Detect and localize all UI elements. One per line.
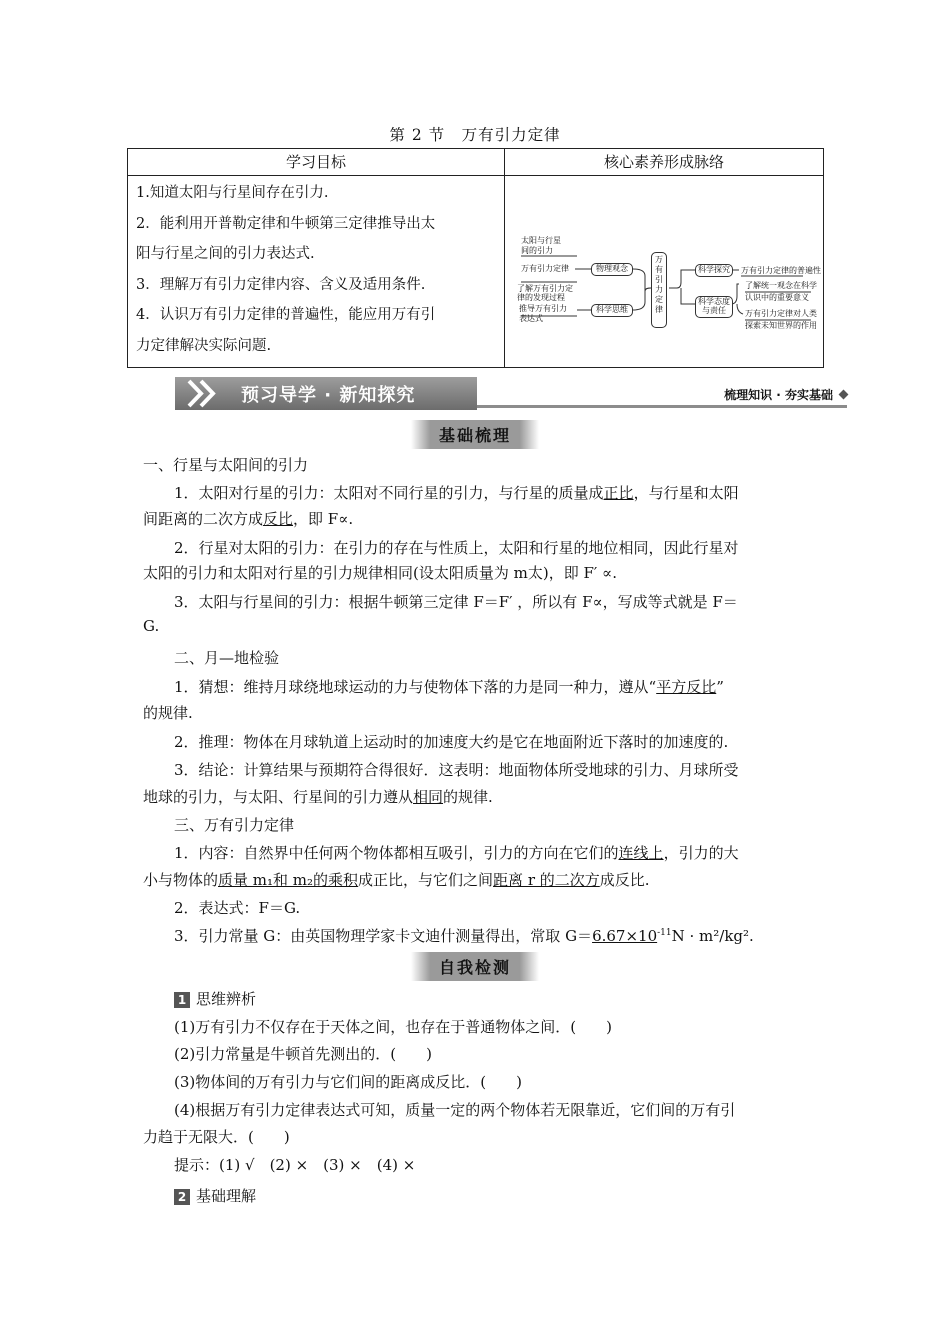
heading-line: 三、万有引力定律 [174, 816, 295, 834]
text-line: G. [143, 617, 160, 635]
goal-item: 力定律解决实际问题. [136, 337, 272, 354]
banner-rule [477, 405, 847, 408]
page-title: 第 2 节 万有引力定律 [389, 126, 561, 144]
text-line: 太阳的引力和太阳对行星的引力规律相同(设太阳质量为 m太)，即 F′ ∝. [143, 564, 617, 582]
section-banner [175, 377, 847, 410]
section-heading-basics [0, 420, 950, 449]
goal-item: 阳与行星之间的引力表达式. [136, 246, 315, 262]
diagram-left-text: 表达式 [519, 314, 543, 323]
text-line: 3．引力常量 G：由英国物理学家卡文迪什测量得出，常取 $G=6.67\times 10^{-11}N \cdot m^2/kg^2$. [174, 927, 754, 945]
question-line: (4)根据万有引力定律表达式可知，质量一定的两个物体若无限靠近，它们间的万有引 [174, 1101, 736, 1119]
heading-line: 二、月—地检验 [174, 649, 280, 667]
diagram-left-text: 太阳与行星 [521, 236, 561, 245]
section-heading-label: 自我检测 [411, 952, 539, 981]
text-line: 的规律. [143, 704, 193, 722]
goal-item: 1.知道太阳与行星间存在引力. [136, 185, 329, 201]
text-line: 小与物体的质量 m₁和 m₂的乘积成正比，与它们之间距离 r 的二次方成反比. [143, 871, 650, 889]
concept-box-attitude [695, 296, 733, 318]
text-line: 1．内容：自然界中任何两个物体都相互吸引，引力的方向在它们的连线上，引力的大 [174, 844, 739, 862]
text-line: 3．结论：计算结果与预期符合得很好．这表明：地面物体所受地球的引力、月球所受 [174, 761, 739, 779]
concept-diagram [505, 176, 823, 346]
concept-box-physics: 物理观念 [591, 263, 633, 276]
core-literacy-header: 核心素养形成脉络 [505, 149, 824, 176]
diagram-right-text: 认识中的重要意义 [745, 293, 809, 302]
concept-diagram-cell [505, 176, 824, 368]
heading-line: 一、行星与太阳间的引力 [143, 456, 309, 474]
number-badge: 1 [174, 992, 190, 1008]
text-line: 间距离的二次方成反比，即 F∝. [143, 510, 354, 528]
goal-header: 学习目标 [128, 149, 505, 176]
question-line: 力趋于无限大．( ) [143, 1128, 290, 1146]
concept-box-attitude-line: 与责任 [702, 306, 726, 315]
number-badge: 2 [174, 1189, 190, 1205]
diagram-left-text: 律的发现过程 [517, 293, 565, 302]
diamond-icon [839, 390, 849, 400]
goal-table [127, 148, 824, 368]
text-line: 3．太阳与行星间的引力：根据牛顿第三定律 F＝F′ ，所以有 F∝，写成等式就是 F＝ [174, 593, 738, 611]
banner-subtitle: 梳理知识 · 夯实基础 [724, 388, 833, 402]
question-line: (3)物体间的万有引力与它们间的距离成反比．( ) [174, 1073, 522, 1091]
question-line: (2)引力常量是牛顿首先测出的．( ) [174, 1045, 432, 1063]
section-heading-selfcheck [0, 952, 950, 981]
diagram-left-text: 了解万有引力定 [517, 284, 573, 293]
diagram-left-text: 推导万有引力 [519, 304, 567, 313]
goal-item: 2．能利用开普勒定律和牛顿第三定律推导出太 [136, 215, 436, 232]
chevron-icon [183, 377, 243, 410]
concept-box-attitude-line: 科学态度 [698, 297, 730, 306]
diagram-right-text: 探索未知世界的作用 [745, 321, 817, 330]
text-line: 2．行星对太阳的引力：在引力的存在与性质上，太阳和行星的地位相同，因此行星对 [174, 539, 739, 557]
banner-background [175, 377, 477, 410]
hint-line: 提示：(1) √ (2) × (3) × (4) × [174, 1156, 416, 1174]
text-line: 2．表达式：F＝G. [174, 899, 301, 917]
question-line: (1)万有引力不仅存在于天体之间，也存在于普通物体之间．( ) [174, 1018, 612, 1036]
text-line: 地球的引力，与太阳、行星间的引力遵从相同的规律. [143, 788, 493, 806]
text-line: 1．猜想：维持月球绕地球运动的力与使物体下落的力是同一种力，遵从“平方反比” [174, 678, 724, 696]
banner-title: 预习导学 · 新知探究 [241, 385, 416, 406]
text-line: 2．推理：物体在月球轨道上运动时的加速度大约是它在地面附近下落时的加速度的. [174, 733, 729, 751]
diagram-right-text: 万有引力定律对人类 [745, 309, 817, 318]
concept-box-inquiry: 科学探究 [695, 264, 733, 277]
diagram-right-text: 了解统一观念在科学 [745, 281, 817, 290]
subheading-line: 2 基础理解 [174, 1185, 256, 1206]
diagram-left-text: 间的引力 [521, 246, 553, 255]
goal-list-cell [128, 176, 505, 368]
diagram-left-text: 万有引力定律 [521, 264, 569, 273]
concept-box-thinking: 科学思维 [591, 304, 633, 317]
section-heading-label: 基础梳理 [411, 420, 539, 449]
subheading-line: 1 思维辨析 [174, 988, 256, 1009]
concept-center-box: 万有引力定律 [651, 252, 667, 328]
text-line: 1．太阳对行星的引力：太阳对不同行星的引力，与行星的质量成正比，与行星和太阳 [174, 484, 739, 502]
goal-item: 3．理解万有引力定律内容、含义及适用条件. [136, 276, 426, 293]
diagram-right-text: 万有引力定律的普遍性 [741, 266, 821, 275]
goal-item: 4．认识万有引力定律的普遍性，能应用万有引 [136, 307, 436, 323]
